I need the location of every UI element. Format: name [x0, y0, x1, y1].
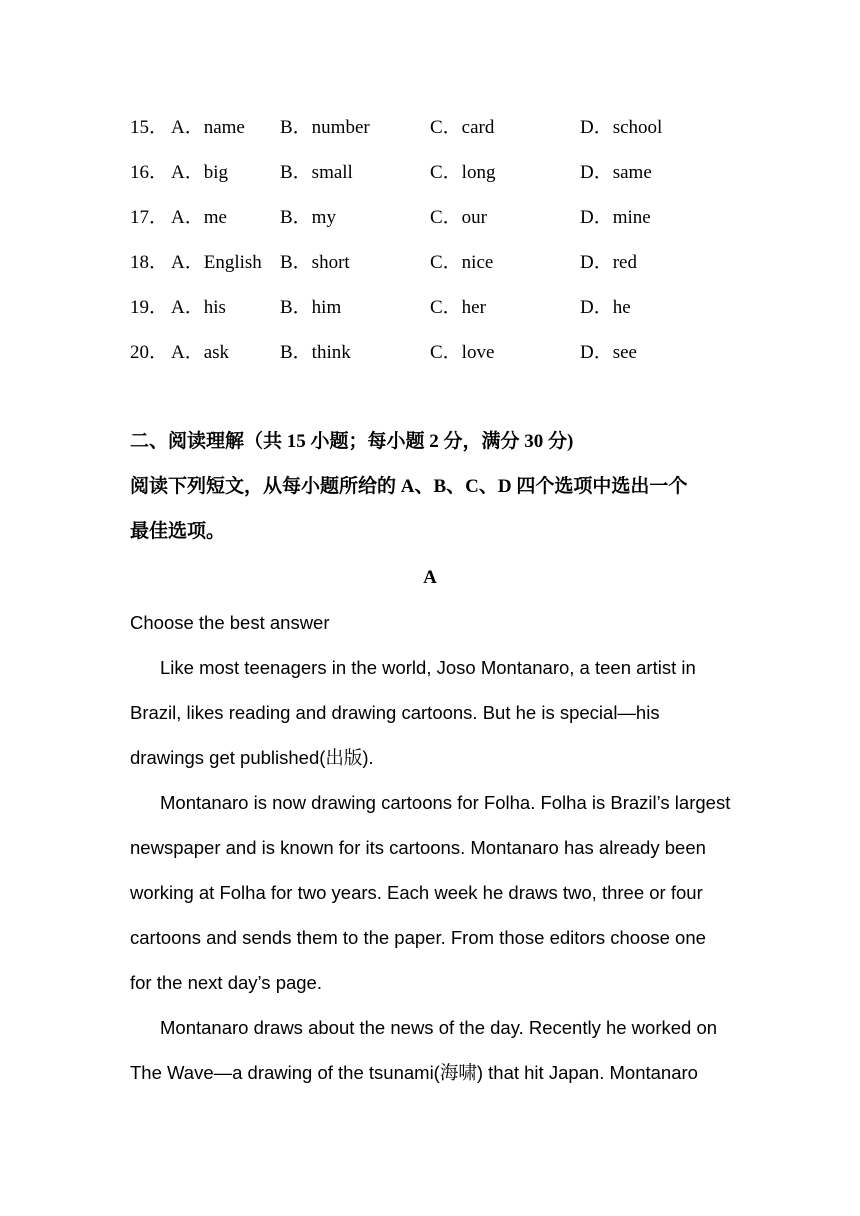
option-b: B．short [280, 252, 350, 273]
question-row-18 [130, 248, 750, 278]
question-row-20 [130, 338, 750, 368]
option-c: C．our [430, 207, 488, 228]
question-number: 19． [130, 297, 169, 318]
section-instruction-line-2: 最佳选项。 [130, 521, 226, 542]
passage-line: The Wave—a drawing of the tsunami(海啸) that hit Japan. Montanaro [130, 1062, 698, 1083]
question-row-17 [130, 203, 750, 233]
question-row-16 [130, 158, 750, 188]
option-d: D．he [580, 297, 631, 318]
option-a: A．me [171, 207, 227, 228]
option-c: C．her [430, 297, 486, 318]
section-instruction-line-1: 阅读下列短文，从每小题所给的 A、B、C、D 四个选项中选出一个 [130, 476, 688, 497]
passage-subtitle: Choose the best answer [130, 612, 330, 633]
option-a: A．ask [171, 342, 230, 363]
section-heading: 二、阅读理解（共 15 小题；每小题 2 分，满分 30 分) [130, 431, 574, 452]
question-row-15 [130, 113, 750, 143]
passage-title: A [423, 567, 437, 588]
question-number: 15． [130, 117, 169, 138]
option-b: B．think [280, 342, 351, 363]
question-number: 20． [130, 342, 169, 363]
passage-line: Montanaro is now drawing cartoons for Folha. Folha is Brazil’s largest [160, 792, 731, 813]
passage-line: Brazil, likes reading and drawing cartoons. But he is special—his [130, 702, 660, 723]
option-c: C．long [430, 162, 496, 183]
option-d: D．red [580, 252, 637, 273]
option-b: B．my [280, 207, 336, 228]
question-number: 18． [130, 252, 169, 273]
passage-line: Like most teenagers in the world, Joso Montanaro, a teen artist in [160, 657, 696, 678]
option-a: A．name [171, 117, 245, 138]
option-d: D．same [580, 162, 652, 183]
passage-line: for the next day’s page. [130, 972, 322, 993]
option-c: C．card [430, 117, 495, 138]
option-b: B．him [280, 297, 342, 318]
passage-line: newspaper and is known for its cartoons. Montanaro has already been [130, 837, 706, 858]
question-number: 17． [130, 207, 169, 228]
passage-line: working at Folha for two years. Each week he draws two, three or four [130, 882, 703, 903]
option-b: B．number [280, 117, 370, 138]
passage-line: Montanaro draws about the news of the day. Recently he worked on [160, 1017, 718, 1038]
option-a: A．English [171, 252, 262, 273]
option-d: D．school [580, 117, 663, 138]
option-c: C．nice [430, 252, 494, 273]
option-c: C．love [430, 342, 495, 363]
question-number: 16． [130, 162, 169, 183]
question-row-19 [130, 293, 750, 323]
passage-line: drawings get published(出版). [130, 747, 374, 768]
option-d: D．mine [580, 207, 651, 228]
option-d: D．see [580, 342, 637, 363]
option-a: A．his [171, 297, 226, 318]
option-a: A．big [171, 162, 229, 183]
option-b: B．small [280, 162, 353, 183]
passage-line: cartoons and sends them to the paper. From those editors choose one [130, 927, 706, 948]
